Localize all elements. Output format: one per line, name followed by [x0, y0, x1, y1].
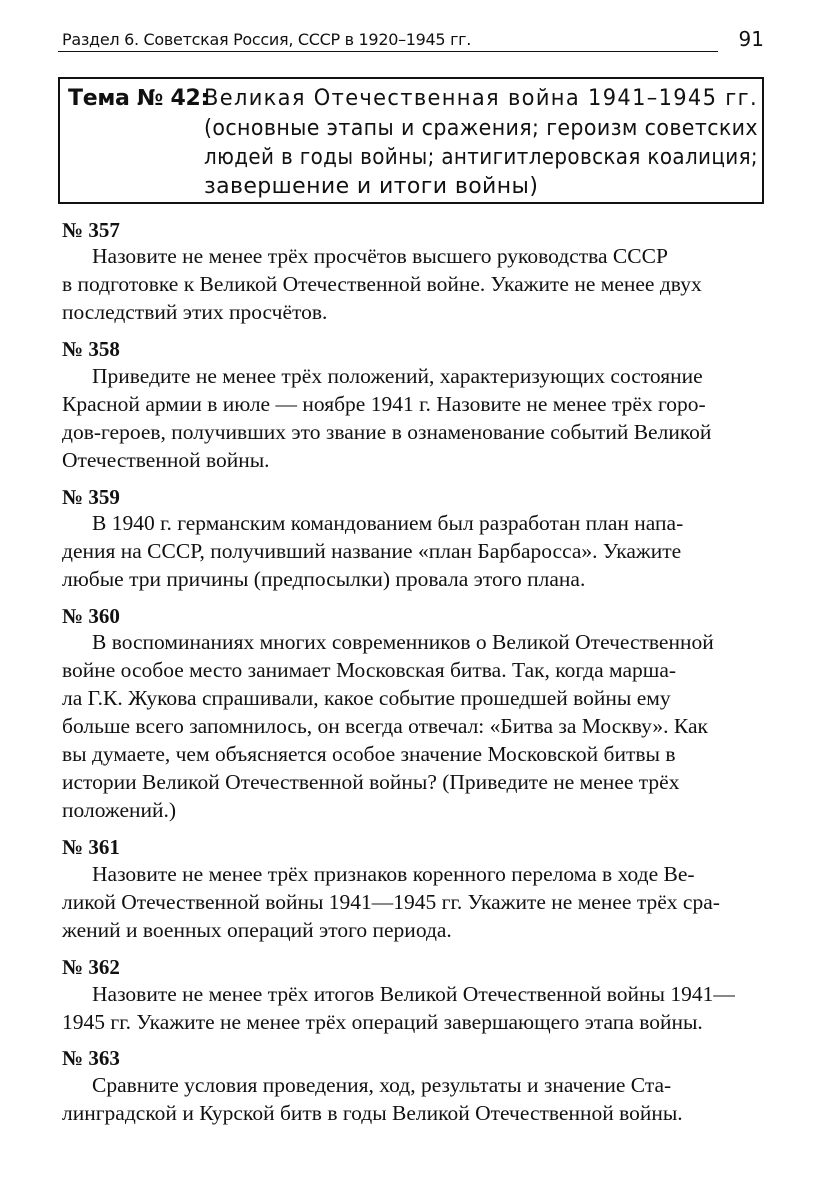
task-text-line: войне особое место занимает Московская битва. Так, когда марша- [62, 658, 677, 682]
task-text-line: дов-героев, получивших это звание в ознаменование событий Великой [62, 420, 712, 444]
task-text-line: Отечественной войны. [62, 448, 270, 472]
task-text-line: Назовите не менее трёх признаков коренного перелома в ходе Ве- [92, 862, 695, 886]
topic-title-line: людей в годы войны; антигитлеровская коалиция; [204, 145, 759, 170]
topic-box [58, 77, 764, 204]
task-text-line: Назовите не менее трёх просчётов высшего руководства СССР [92, 244, 668, 268]
task-number-363: № 363 [62, 1046, 120, 1070]
topic-title-line: (основные этапы и сражения; героизм советских [204, 116, 758, 141]
topic-title-line: завершение и итоги войны) [204, 174, 539, 199]
task-text-line: Назовите не менее трёх итогов Великой Отечественной войны 1941— [92, 982, 735, 1006]
task-text-line: 1945 гг. Укажите не менее трёх операций завершающего этапа войны. [62, 1010, 703, 1034]
task-text-line: линградской и Курской битв в годы Великой Отечественной войны. [62, 1101, 683, 1125]
task-text-line: последствий этих просчётов. [62, 300, 328, 324]
section-title: Раздел 6. Советская Россия, СССР в 1920–1945 гг. [62, 30, 472, 49]
task-number-358: № 358 [62, 337, 120, 361]
task-text-line: Приведите не менее трёх положений, характеризующих состояние [92, 364, 703, 388]
task-text-line: истории Великой Отечественной войны? (Приведите не менее трёх [62, 770, 680, 794]
task-number-361: № 361 [62, 835, 120, 859]
topic-title-line: Великая Отечественная война 1941–1945 гг. [204, 86, 759, 111]
header-divider [58, 51, 718, 52]
task-text-line: ла Г.К. Жукова спрашивали, какое событие прошедшей войны ему [62, 686, 671, 710]
page-number: 91 [738, 27, 764, 51]
task-number-359: № 359 [62, 485, 120, 509]
task-text-line: В 1940 г. германским командованием был разработан план напа- [92, 511, 684, 535]
task-text-line: В воспоминаниях многих современников о Великой Отечественной [92, 630, 714, 654]
task-text-line: жений и военных операций этого периода. [62, 918, 452, 942]
task-text-line: положений.) [62, 798, 177, 822]
task-text-line: в подготовке к Великой Отечественной войне. Укажите не менее двух [62, 272, 702, 296]
task-number-362: № 362 [62, 955, 120, 979]
task-text-line: больше всего запомнилось, он всегда отвечал: «Битва за Москву». Как [62, 714, 708, 738]
task-text-line: Красной армии в июле — ноябре 1941 г. Назовите не менее трёх горо- [62, 392, 706, 416]
task-text-line: ликой Отечественной войны 1941—1945 гг. Укажите не менее трёх сра- [62, 890, 720, 914]
task-text-line: дения на СССР, получивший название «план Барбаросса». Укажите [62, 539, 682, 563]
task-number-360: № 360 [62, 604, 120, 628]
task-number-357: № 357 [62, 218, 120, 242]
task-text-line: вы думаете, чем объясняется особое значение Московской битвы в [62, 742, 676, 766]
topic-label: Тема № 42: [68, 86, 209, 111]
task-text-line: Сравните условия проведения, ход, результаты и значение Ста- [92, 1073, 672, 1097]
task-text-line: любые три причины (предпосылки) провала этого плана. [62, 567, 586, 591]
